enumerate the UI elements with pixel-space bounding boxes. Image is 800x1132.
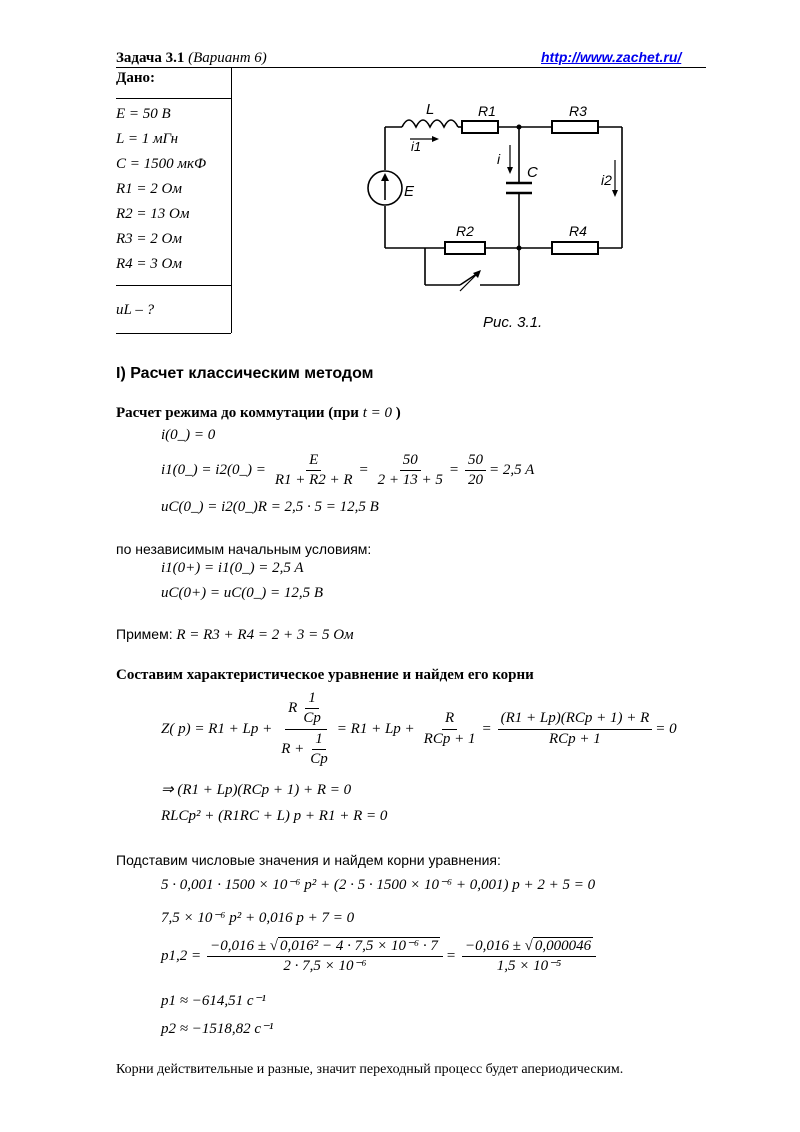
eq-ind1: i1(0+) = i1(0_) = 2,5 A — [161, 560, 304, 576]
char-eq-title: Составим характеристическое уравнение и найдем его корни — [116, 667, 534, 683]
eq-i1: i1(0_) = i2(0_) = $\frac{E}{R1 + R2 + R}$ = $\frac{50}{2 + 13 + 5}$ = $\frac{50}{20}$ = 2,5 A — [161, 452, 535, 489]
resistor-r4 — [552, 242, 598, 254]
given-l: L = 1 мГн — [116, 131, 179, 147]
given-vertical-rule — [231, 67, 232, 333]
junction-dot — [517, 125, 522, 130]
pre-commutation-title: Расчет режима до коммутации (при t = 0 ) — [116, 405, 401, 421]
eq-z: Z( p) = R1 + Lp + R $\frac{1}{Cp}$ R + $\frac{1}{Cp}$ = R1 + Lp + $\frac{R}{\text{RCp + 1}}$ = $\frac{\text{(R1 + Lp)(RCp + 1) + R}}{\text{RCp + 1}}$ = 0 — [161, 690, 677, 767]
resistor-r1 — [462, 121, 498, 133]
given-r3: R3 = 2 Ом — [116, 231, 182, 247]
eq-numeric-1: 5 · 0,001 · 1500 × 10⁻⁶ p² + (2 · 5 · 1500 × 10⁻⁶ + 0,001) p + 2 + 5 = 0 — [161, 877, 596, 893]
label-r3: R3 — [569, 103, 587, 119]
eq-numeric-2: 7,5 × 10⁻⁶ p² + 0,016 p + 7 = 0 — [161, 910, 355, 926]
eq-implication: ⇒ (R1 + Lp)(RCp + 1) + R = 0 — [161, 782, 352, 798]
resistor-r3 — [552, 121, 598, 133]
given-r1: R1 = 2 Ом — [116, 181, 182, 197]
eq-ind2: uC(0+) = uC(0_) = 12,5 В — [161, 585, 324, 601]
given-rule-top — [116, 98, 231, 99]
header-rule — [116, 67, 706, 68]
given-r4: R4 = 3 Ом — [116, 256, 182, 272]
label-l: L — [426, 101, 435, 118]
substitute-text: Подставим числовые значения и найдем корни уравнения: — [116, 852, 501, 868]
given-e: E = 50 В — [116, 106, 171, 122]
task-label: Задача — [116, 50, 162, 66]
figure-caption: Рис. 3.1. — [483, 314, 543, 331]
current-i1-arrow-icon — [432, 136, 439, 142]
given-r2: R2 = 13 Ом — [116, 206, 190, 222]
conclusion-text: Корни действительные и разные, значит переходный процесс будет апериодическим. — [116, 1062, 624, 1077]
current-i2-arrow-icon — [612, 190, 618, 197]
task-variant: (Вариант 6) — [188, 50, 267, 66]
label-e: E — [404, 183, 415, 200]
label-r2: R2 — [456, 223, 474, 239]
accept-line: Примем: R = R3 + R4 = 2 + 3 = 5 Ом — [116, 626, 354, 643]
resistor-r2 — [445, 242, 485, 254]
circuit-diagram — [360, 95, 640, 335]
junction-dot — [517, 246, 522, 251]
label-i1: i1 — [411, 139, 422, 154]
given-rule-mid — [116, 285, 231, 286]
label-r4: R4 — [569, 223, 587, 239]
given-title: Дано: — [116, 70, 155, 86]
label-i: i — [497, 151, 501, 167]
task-number: 3.1 — [165, 50, 185, 66]
eq-rlc: RLCp² + (R1RC + L) p + R1 + R = 0 — [161, 808, 388, 824]
eq-i0: i(0_) = 0 — [161, 427, 216, 443]
eq-p2: p2 ≈ −1518,82 c⁻¹ — [161, 1021, 274, 1037]
current-i-arrow-icon — [507, 167, 513, 174]
site-link[interactable]: http://www.zachet.ru/ — [541, 49, 682, 65]
given-c: C = 1500 мкФ — [116, 156, 207, 172]
label-i2: i2 — [601, 172, 612, 188]
task-header — [116, 50, 267, 67]
independent-conditions-text: по независимым начальным условиям: — [116, 541, 372, 557]
label-r1: R1 — [478, 103, 496, 119]
eq-roots: p1,2 = $\frac{\text{−0,016 ± √ 0,016² − 4 · 7,5 × 10⁻⁶ · 7}}{\text{2 · 7,5 × 10⁻⁶}}$ = $\frac{-0,016 \pm √ 0,000046}{\text{1,5 × 10⁻⁵}}$ — [161, 938, 599, 976]
eq-p1: p1 ≈ −614,51 c⁻¹ — [161, 993, 266, 1009]
site-url[interactable] — [541, 49, 681, 65]
label-c: C — [527, 164, 538, 181]
section-heading-classical: I) Расчет классическим методом — [116, 365, 374, 382]
eq-uc: uC(0_) = i2(0_)R = 2,5 · 5 = 12,5 В — [161, 499, 379, 515]
given-rule-bottom — [116, 333, 231, 334]
given-find: uL – ? — [116, 302, 155, 318]
